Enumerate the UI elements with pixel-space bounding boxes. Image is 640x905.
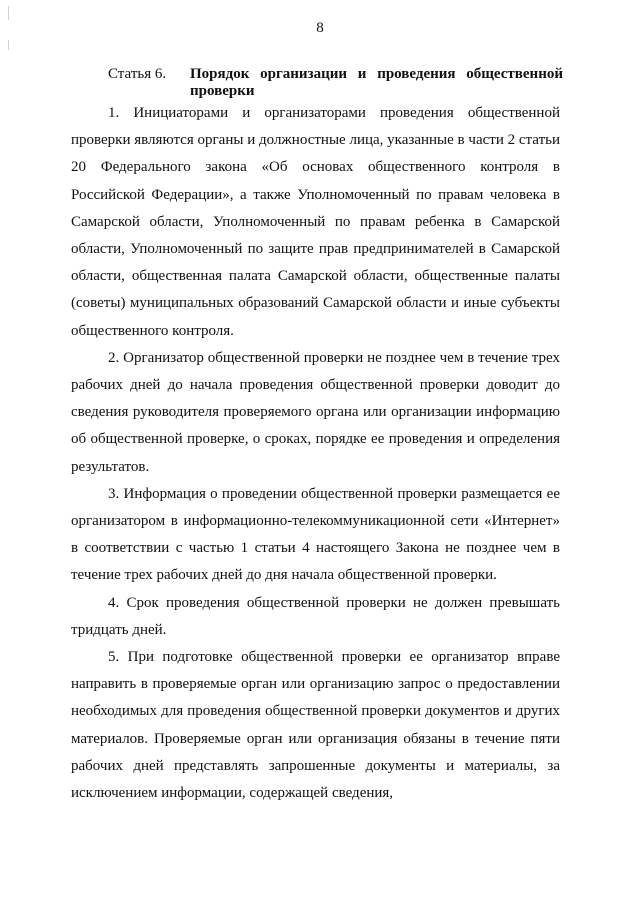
- article-title: Порядок организации и проведения общественной проверки: [190, 66, 563, 99]
- scan-edge-mark: [8, 40, 9, 50]
- article-body: [71, 100, 560, 807]
- paragraph-3: 3. Информация о проведении общественной проверки размещается ее организатором в информационно-телекоммуникационной сети «Интернет» в соответствии с частью 1 статьи 4 настоящего Закона не позднее чем в течение трех рабочих дней до дня начала общественной проверки.: [71, 485, 560, 584]
- paragraph-4: 4. Срок проведения общественной проверки не должен превышать тридцать дней.: [71, 594, 560, 638]
- paragraph-1: 1. Инициаторами и организаторами проведения общественной проверки являются органы и должностные лица, указанные в части 2 статьи 20 Федерального закона «Об основах общественного контроля в Российской Федерации», а также Уполномоченный по правам человека в Самарской области, Уполномоченный по правам ребенка в Самарской области, Уполномоченный по защите прав предпринимателей в Самарской области, общественная палата Самарской области, общественные палаты (советы) муниципальных образований Самарской области и иные субъекты общественного контроля.: [71, 105, 560, 339]
- paragraph-2: 2. Организатор общественной проверки не позднее чем в течение трех рабочих дней до начала проведения общественной проверки доводит до сведения руководителя проверяемого органа или организации информацию об общественной проверке, о сроках, порядке ее проведения и определения результатов.: [71, 349, 560, 475]
- article-label: Статья 6.: [108, 66, 167, 82]
- article-heading: [108, 66, 563, 100]
- paragraph-5: 5. При подготовке общественной проверки ее организатор вправе направить в проверяемые орган или организацию запрос о предоставлении необходимых для проведения общественной проверки документов и других материалов. Проверяемые орган или организация обязаны в течение пяти рабочих дней представлять запрошенные документы и материалы, за исключением информации, содержащей сведения,: [71, 649, 560, 802]
- scan-edge-mark: [8, 6, 9, 20]
- page-number: 8: [316, 20, 324, 36]
